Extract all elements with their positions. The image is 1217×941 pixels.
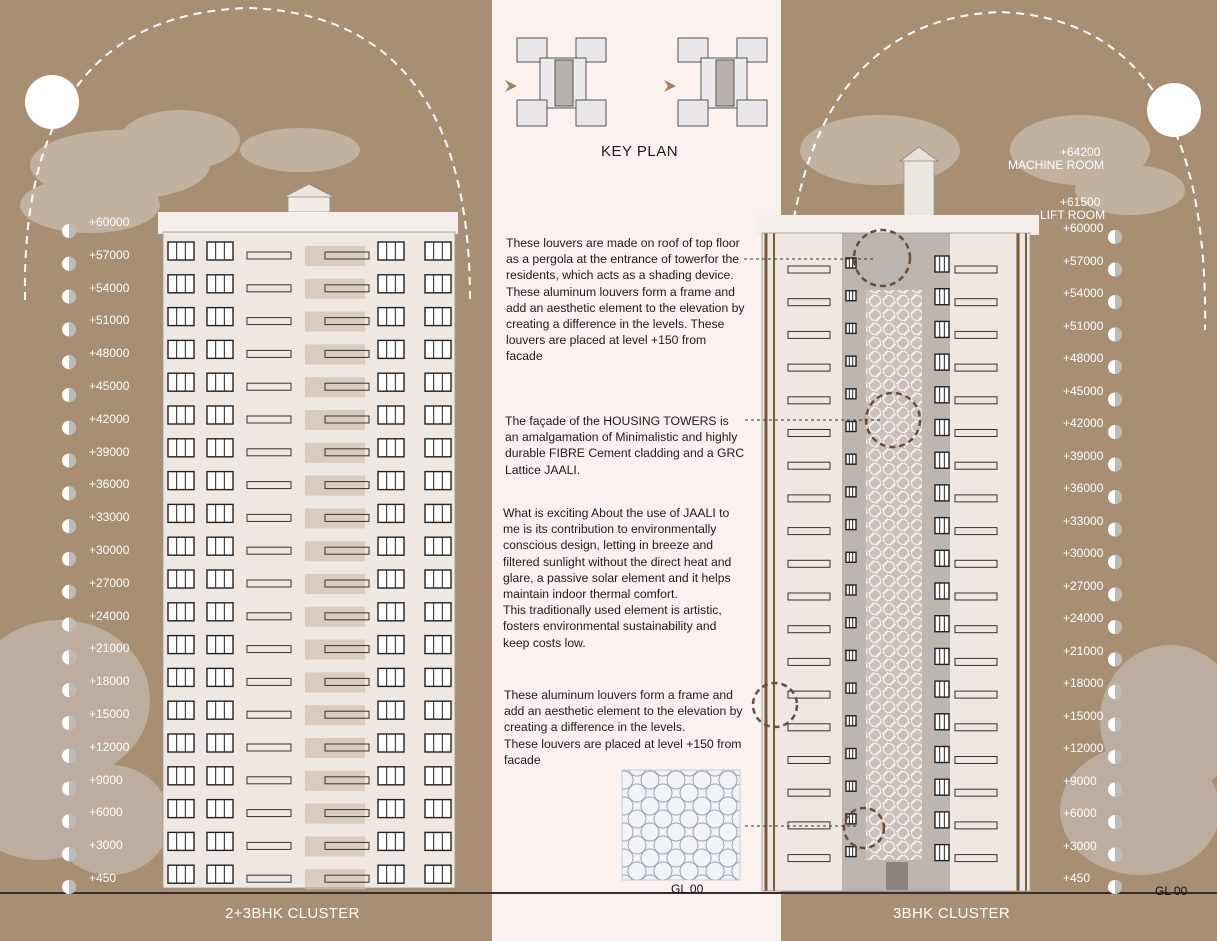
level-label: +9000 <box>89 772 123 787</box>
level-label: +42000 <box>89 411 130 426</box>
caption-right-cluster: 3BHK CLUSTER <box>893 905 1010 922</box>
sun-icon-right <box>1147 83 1201 137</box>
key-plan-label: KEY PLAN <box>601 143 679 160</box>
level-label: +27000 <box>1063 578 1104 593</box>
note-facade: The façade of the HOUSING TOWERS is an amalgamation of Minimalistic and highly durable FIBRE Cement cladding and a GRC Lattice JAALI. <box>505 414 745 477</box>
caption-left-cluster: 2+3BHK CLUSTER <box>225 905 360 922</box>
tree-left <box>0 620 170 875</box>
level-machine-room-label: MACHINE ROOM <box>1008 158 1104 172</box>
key-plan-1 <box>517 38 606 126</box>
note-louvers: These aluminum louvers form a frame and add an aesthetic element to the elevation by creating a difference in the levels. These louvers are placed at level +150 from facade <box>504 688 743 767</box>
level-label: +33000 <box>1063 513 1104 528</box>
level-label: +60000 <box>1063 221 1104 235</box>
level-label: +45000 <box>1063 383 1104 398</box>
level-label: +30000 <box>89 543 130 557</box>
level-label: +12000 <box>1063 741 1104 755</box>
level-label: +60000 <box>89 215 130 229</box>
level-label: +30000 <box>1063 546 1104 560</box>
level-lift-room-label: LIFT ROOM <box>1040 208 1106 222</box>
level-label: +18000 <box>89 674 130 689</box>
level-label: +54000 <box>1063 286 1104 300</box>
level-label: +21000 <box>1063 643 1104 658</box>
level-label: +51000 <box>89 313 130 328</box>
level-label: +42000 <box>1063 416 1104 430</box>
level-label: +33000 <box>89 510 130 525</box>
level-label: +3000 <box>1063 838 1097 853</box>
level-label: +18000 <box>1063 676 1104 690</box>
level-label: +3000 <box>89 838 123 853</box>
level-label: +450 <box>1063 871 1091 885</box>
note-jaali: What is exciting About the use of JAALI to me is its contribution to environmentally conscious design, letting in breeze and filtered sunlight without the direct heat and glare, a passive solar element and it helps maintain indoor thermal comfort. This traditionally used element is artistic, fosters environmental sustainability and keep costs low. <box>503 506 732 650</box>
level-label: +36000 <box>1063 481 1104 495</box>
level-label: +6000 <box>1063 806 1097 820</box>
level-label: +39000 <box>1063 448 1104 463</box>
level-label: +12000 <box>89 739 130 754</box>
level-label: +39000 <box>89 444 130 459</box>
sun-icon-left <box>25 75 79 129</box>
level-label: +24000 <box>89 608 130 623</box>
level-label: +51000 <box>1063 318 1104 333</box>
level-label: +48000 <box>1063 351 1104 365</box>
arrow-icon-2 <box>664 80 676 92</box>
clouds-right <box>800 115 1185 215</box>
note-pergola: These louvers are made on roof of top floor as a pergola at the entrance of towerfor the residents, which acts as a shading device. These aluminum louvers form a frame and add an aesthetic element to the elevation by creating a difference in the levels. These louvers are placed at level +150 from facade <box>506 236 745 364</box>
level-label: +21000 <box>89 641 130 656</box>
level-label: +36000 <box>89 477 130 492</box>
ground-level-right: GL 00 <box>1155 884 1188 898</box>
level-label: +6000 <box>89 805 123 820</box>
ground-level-centre: GL 00 <box>671 882 704 896</box>
level-label: +9000 <box>1063 773 1097 788</box>
level-lift-room-value: +61500 <box>1060 195 1101 209</box>
left-tower <box>158 184 458 889</box>
level-label: +48000 <box>89 346 130 361</box>
key-plan-2 <box>678 38 767 126</box>
level-label: +27000 <box>89 575 130 590</box>
level-label: +45000 <box>89 379 130 393</box>
level-label: +15000 <box>1063 708 1104 723</box>
level-label: +15000 <box>89 707 130 721</box>
level-label: +54000 <box>89 280 130 295</box>
level-label: +57000 <box>89 247 130 262</box>
level-label: +450 <box>89 871 117 885</box>
level-label: +24000 <box>1063 611 1104 625</box>
level-label: +57000 <box>1063 253 1104 268</box>
level-machine-room-value: +64200 <box>1060 145 1101 159</box>
jaali-tile-sample <box>622 770 740 880</box>
arrow-icon-1 <box>505 80 517 92</box>
